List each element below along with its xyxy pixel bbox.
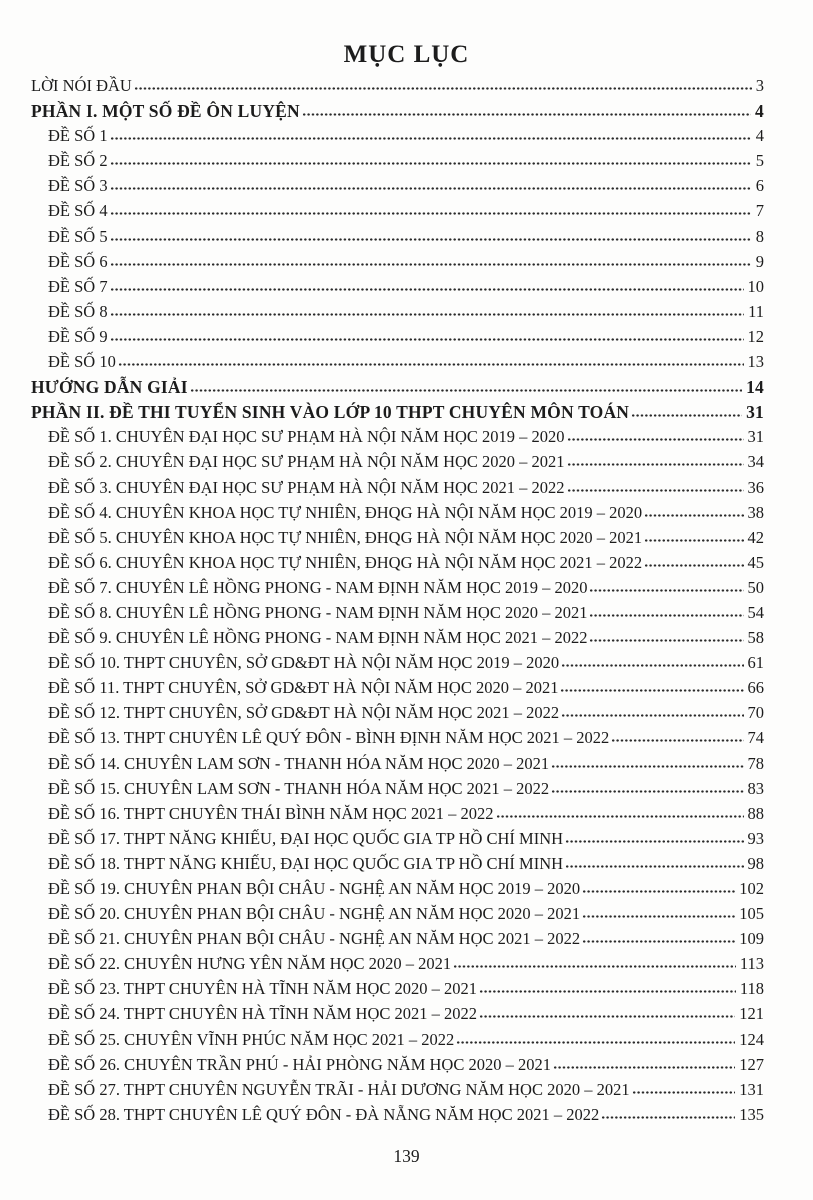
toc-entry [31,703,764,728]
toc-entry [31,402,764,427]
toc-entry-label: ĐỀ SỐ 19. CHUYÊN PHAN BỘI CHÂU - NGHỆ AN NĂM HỌC 2019 – 2020 [48,879,581,898]
toc-entry-label: ĐỀ SỐ 2. CHUYÊN ĐẠI HỌC SƯ PHẠM HÀ NỘI NĂM HỌC 2020 – 2021 [48,452,565,472]
dot-leader [582,939,735,944]
toc-entry [31,678,764,703]
dot-leader [582,889,735,894]
toc-entry-label: ĐỀ SỐ 27. THPT CHUYÊN NGUYỄN TRÃI - HẢI DƯƠNG NĂM HỌC 2020 – 2021 [48,1079,630,1099]
toc-entry [31,201,764,226]
toc-entry-label: ĐỀ SỐ 1 [48,126,108,146]
toc-entry [31,603,764,628]
toc-entry-page: 13 [747,352,764,372]
toc-entry [31,854,764,879]
toc-entry-page: 10 [747,276,764,296]
toc-entry-label: ĐỀ SỐ 10 [48,352,116,372]
toc-entry-label: ĐỀ SỐ 24. THPT CHUYÊN HÀ TĨNH NĂM HỌC 2021 – 2022 [48,1004,478,1024]
toc-entry-page: 127 [739,1054,764,1074]
dot-leader [561,663,743,668]
toc-entry-label: ĐỀ SỐ 26. CHUYÊN TRẦN PHÚ - HẢI PHÒNG NĂM HỌC 2020 – 2021 [48,1054,551,1074]
dot-leader [551,764,743,769]
dot-leader [110,262,752,267]
toc-entry [31,879,764,904]
toc-entry [31,452,764,477]
toc-entry-label: ĐỀ SỐ 18. THPT NĂNG KHIẾU, ĐẠI HỌC QUỐC GIA TP HỒ CHÍ MINH [48,853,564,873]
toc-entry-label: ĐỀ SỐ 12. THPT CHUYÊN, SỞ GD&ĐT HÀ NỘI NĂM HỌC 2021 – 2022 [48,703,560,723]
dot-leader [644,538,743,543]
dot-leader [456,1040,735,1045]
toc-entry-page: 9 [755,251,764,271]
dot-leader [644,513,743,518]
toc-entry [31,1004,764,1029]
dot-leader [134,86,752,91]
toc-entry-page: 70 [747,703,764,723]
toc-entry-label: ĐỀ SỐ 22. CHUYÊN HƯNG YÊN NĂM HỌC 2020 – 2021 [48,954,452,974]
dot-leader [110,161,752,166]
toc-entry [31,528,764,553]
toc-entry-label: ĐỀ SỐ 5 [48,226,108,246]
toc-entry-page: 36 [747,477,764,497]
page-title: MỤC LỤC [343,41,470,68]
toc-entry-label: ĐỀ SỐ 14. CHUYÊN LAM SƠN - THANH HÓA NĂM HỌC 2020 – 2021 [48,753,550,773]
toc-entry [31,377,764,402]
toc-entry-page: 78 [747,753,764,773]
toc-entry-label: ĐỀ SỐ 17. THPT NĂNG KHIẾU, ĐẠI HỌC QUỐC GIA TP HỒ CHÍ MINH [48,828,564,848]
dot-leader [110,337,744,342]
toc-entry-page: 11 [748,301,764,321]
toc-entry [31,1105,764,1130]
toc-entry [31,929,764,954]
toc-entry-page: 5 [755,151,764,171]
toc-entry-page: 34 [747,452,764,472]
dot-leader [553,1065,735,1070]
toc-entry [31,176,764,201]
toc-entry-page: 50 [747,577,764,597]
toc-entry-label: ĐỀ SỐ 7. CHUYÊN LÊ HỒNG PHONG - NAM ĐỊNH NĂM HỌC 2019 – 2020 [48,577,588,597]
toc-entry [31,503,764,528]
toc-entry [31,954,764,979]
toc-entry-page: 4 [755,101,764,122]
toc-entry [31,302,764,327]
toc-entry-label: ĐỀ SỐ 4 [48,201,108,221]
toc-entry-label: HƯỚNG DẪN GIẢI [31,377,188,398]
toc-entry-page: 66 [747,678,764,698]
toc-entry [31,578,764,603]
toc-entry-label: PHẦN II. ĐỀ THI TUYỂN SINH VÀO LỚP 10 THPT CHUYÊN MÔN TOÁN [31,402,630,423]
toc-entry-page: 118 [739,979,764,999]
toc-list [0,76,813,1130]
toc-entry-page: 58 [747,628,764,648]
toc-entry-label: ĐỀ SỐ 25. CHUYÊN VĨNH PHÚC NĂM HỌC 2021 – 2022 [48,1029,455,1049]
toc-entry [31,754,764,779]
dot-leader [567,437,744,442]
toc-entry [31,76,764,101]
dot-leader [632,1090,736,1095]
toc-entry-label: ĐỀ SỐ 20. CHUYÊN PHAN BỘI CHÂU - NGHỆ AN NĂM HỌC 2020 – 2021 [48,904,581,924]
toc-entry-label: ĐỀ SỐ 8. CHUYÊN LÊ HỒNG PHONG - NAM ĐỊNH NĂM HỌC 2020 – 2021 [48,602,588,622]
dot-leader [582,914,735,919]
toc-entry-label: PHẦN I. MỘT SỐ ĐỀ ÔN LUYỆN [31,101,300,122]
toc-entry-label: ĐỀ SỐ 6 [48,251,108,271]
dot-leader [567,462,744,467]
toc-entry-page: 12 [747,326,764,346]
dot-leader [551,789,743,794]
toc-entry-page: 83 [747,778,764,798]
toc-entry-label: ĐỀ SỐ 1. CHUYÊN ĐẠI HỌC SƯ PHẠM HÀ NỘI NĂM HỌC 2019 – 2020 [48,427,565,447]
toc-entry [31,653,764,678]
toc-entry [31,478,764,503]
toc-entry [31,427,764,452]
dot-leader [567,488,744,493]
toc-entry-label: ĐỀ SỐ 21. CHUYÊN PHAN BỘI CHÂU - NGHỆ AN NĂM HỌC 2021 – 2022 [48,929,581,949]
toc-entry-page: 131 [739,1079,764,1099]
toc-entry [31,979,764,1004]
toc-entry-label: ĐỀ SỐ 4. CHUYÊN KHOA HỌC TỰ NHIÊN, ĐHQG HÀ NỘI NĂM HỌC 2019 – 2020 [48,502,643,522]
toc-entry [31,553,764,578]
toc-entry-page: 7 [755,201,764,221]
toc-entry-page: 8 [755,226,764,246]
dot-leader [110,312,745,317]
toc-entry-page: 93 [747,828,764,848]
dot-leader [190,388,742,393]
toc-entry-page: 74 [747,728,764,748]
toc-entry-page: 54 [747,602,764,622]
dot-leader [302,112,751,117]
toc-entry-label: ĐỀ SỐ 2 [48,151,108,171]
toc-entry-page: 135 [739,1104,764,1124]
toc-entry-label: ĐỀ SỐ 5. CHUYÊN KHOA HỌC TỰ NHIÊN, ĐHQG HÀ NỘI NĂM HỌC 2020 – 2021 [48,527,643,547]
toc-entry-label: ĐỀ SỐ 13. THPT CHUYÊN LÊ QUÝ ĐÔN - BÌNH ĐỊNH NĂM HỌC 2021 – 2022 [48,728,610,748]
dot-leader [496,814,744,819]
toc-entry-page: 4 [755,126,764,146]
toc-entry [31,779,764,804]
dot-leader [479,1014,735,1019]
toc-entry-label: ĐỀ SỐ 11. THPT CHUYÊN, SỞ GD&ĐT HÀ NỘI NĂM HỌC 2020 – 2021 [48,678,559,698]
toc-entry [31,101,764,126]
dot-leader [110,186,752,191]
toc-entry [31,151,764,176]
dot-leader [589,638,743,643]
toc-entry [31,352,764,377]
toc-entry-page: 102 [739,879,764,898]
toc-entry [31,728,764,753]
toc-entry-label: ĐỀ SỐ 15. CHUYÊN LAM SƠN - THANH HÓA NĂM HỌC 2021 – 2022 [48,778,550,798]
dot-leader [589,613,743,618]
toc-entry-label: LỜI NÓI ĐẦU [31,76,132,95]
toc-entry [31,1080,764,1105]
toc-entry-label: ĐỀ SỐ 10. THPT CHUYÊN, SỞ GD&ĐT HÀ NỘI NĂM HỌC 2019 – 2020 [48,653,560,673]
dot-leader [110,287,744,292]
toc-entry [31,904,764,929]
dot-leader [611,738,743,743]
toc-entry-page: 45 [747,552,764,572]
toc-entry [31,1055,764,1080]
toc-entry-page: 105 [739,904,764,924]
toc-entry-page: 121 [739,1004,764,1024]
toc-entry [31,829,764,854]
toc-entry-label: ĐỀ SỐ 28. THPT CHUYÊN LÊ QUÝ ĐÔN - ĐÀ NẴNG NĂM HỌC 2021 – 2022 [48,1104,600,1124]
toc-entry-label: ĐỀ SỐ 8 [48,301,108,321]
dot-leader [644,563,743,568]
toc-entry [31,804,764,829]
dot-leader [601,1115,735,1120]
dot-leader [110,211,752,216]
toc-entry-label: ĐỀ SỐ 9. CHUYÊN LÊ HỒNG PHONG - NAM ĐỊNH NĂM HỌC 2021 – 2022 [48,628,588,648]
toc-entry-page: 61 [747,653,764,673]
toc-entry-page: 3 [755,76,764,95]
toc-entry-page: 113 [739,954,764,974]
dot-leader [589,588,743,593]
toc-entry-label: ĐỀ SỐ 3 [48,176,108,196]
footer-page-number: 139 [393,1146,420,1166]
dot-leader [110,237,752,242]
toc-entry-page: 124 [739,1029,764,1049]
toc-entry-page: 31 [746,402,764,423]
dot-leader [565,839,743,844]
toc-entry [31,277,764,302]
toc-entry-page: 14 [746,377,764,398]
toc-entry-label: ĐỀ SỐ 7 [48,276,108,296]
toc-entry-page: 42 [747,527,764,547]
toc-entry-label: ĐỀ SỐ 16. THPT CHUYÊN THÁI BÌNH NĂM HỌC 2021 – 2022 [48,803,494,823]
toc-entry-label: ĐỀ SỐ 9 [48,326,108,346]
toc-entry-label: ĐỀ SỐ 23. THPT CHUYÊN HÀ TĨNH NĂM HỌC 2020 – 2021 [48,979,478,999]
toc-entry [31,1030,764,1055]
toc-entry-label: ĐỀ SỐ 6. CHUYÊN KHOA HỌC TỰ NHIÊN, ĐHQG HÀ NỘI NĂM HỌC 2021 – 2022 [48,552,643,572]
dot-leader [565,864,743,869]
toc-entry-page: 31 [747,427,764,447]
toc-entry [31,628,764,653]
toc-entry-page: 38 [747,502,764,522]
dot-leader [118,362,744,367]
toc-entry-page: 109 [739,929,764,949]
dot-leader [479,989,736,994]
toc-entry [31,252,764,277]
toc-entry [31,126,764,151]
toc-entry-page: 88 [747,803,764,823]
toc-entry-label: ĐỀ SỐ 3. CHUYÊN ĐẠI HỌC SƯ PHẠM HÀ NỘI NĂM HỌC 2021 – 2022 [48,477,565,497]
dot-leader [110,136,752,141]
dot-leader [561,713,743,718]
toc-entry-page: 6 [755,176,764,196]
dot-leader [631,413,742,418]
toc-entry [31,327,764,352]
dot-leader [560,688,743,693]
dot-leader [453,964,736,969]
toc-entry [31,227,764,252]
toc-entry-page: 98 [747,853,764,873]
